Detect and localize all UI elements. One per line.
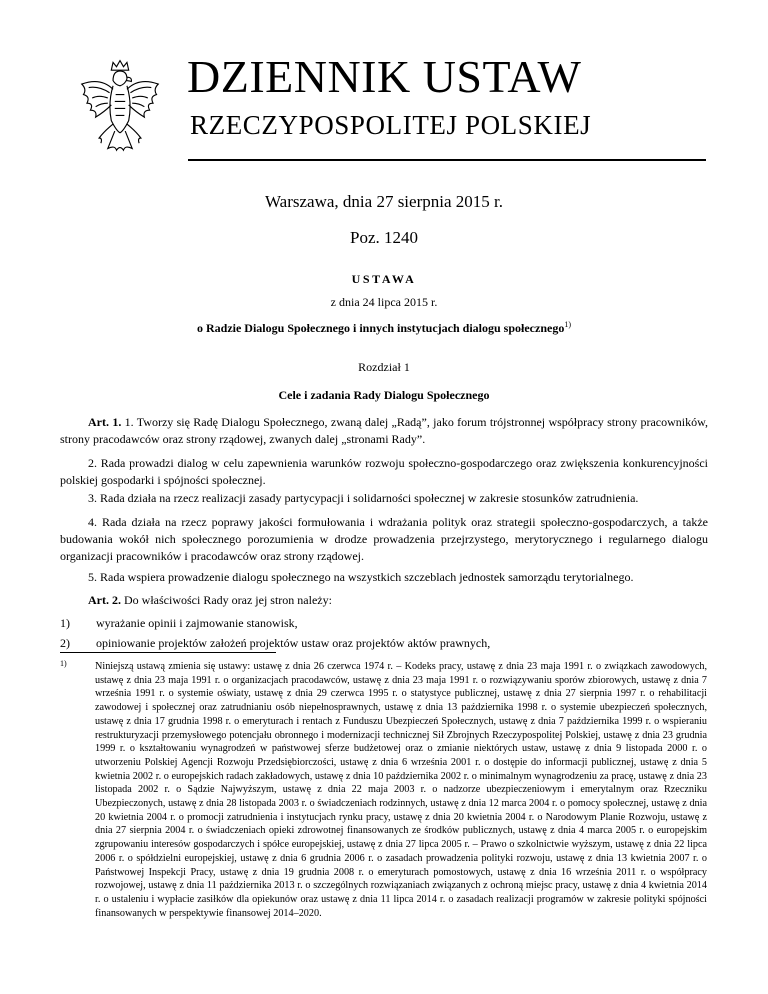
art2-label: Art. 2. [88,593,121,607]
item-number: 2) [60,636,70,650]
masthead-subtitle: RZECZYPOSPOLITEJ POLSKIEJ [190,110,592,140]
position-number: Poz. 1240 [350,228,418,247]
footnote-mark: 1) [60,659,67,668]
act-date: z dnia 24 lipca 2015 r. [330,295,438,309]
item-text: wyrażanie opinii i zajmowanie stanowisk, [96,616,298,630]
publication-dateline: Warszawa, dnia 27 sierpnia 2015 r. [265,192,503,211]
footnote-ref[interactable]: 1) [564,320,572,329]
act-type: USTAWA [351,272,417,286]
chapter-title: Cele i zadania Rady Dialogu Społecznego [278,388,490,402]
footnote-divider [60,652,276,653]
act-title-text: o Radzie Dialogu Społecznego i innych instytucjach dialogu społecznego [196,321,565,335]
item-number: 1) [60,616,70,630]
art1-para5: 5. Rada wspiera prowadzenie dialogu społecznego na wszystkich szczeblach jednostek samorządu terytorialnego. [88,570,634,584]
item-text: opiniowanie projektów założeń projektów ustaw oraz projektów aktów prawnych, [96,636,491,650]
act-title [0,320,768,336]
art1-para2: 2. Rada prowadzi dialog w celu zapewnienia warunków rozwoju społeczno-gospodarczego oraz zwiększenia konkurencyjności polskiej gospodarki i spójności społecznej. [60,456,708,487]
art2-intro-text: Do właściwości Rady oraz jej stron należy: [124,593,332,607]
masthead-divider [188,159,706,161]
art1-para1 [60,414,708,448]
art1-para4: 4. Rada działa na rzecz poprawy jakości formułowania i wdrażania polityk oraz strategii społeczno-gospodarczych, a także budowania wokół nich społecznego porozumienia w drodze prowadzenia przejrzystego, merytorycznego i regularnego dialogu organizacji pracowników i pracodawców oraz strony rządowej. [60,515,708,563]
masthead-title: DZIENNIK USTAW [187,51,582,102]
footnote-text: Niniejszą ustawą zmienia się ustawy: ustawę z dnia 26 czerwca 1974 r. – Kodeks pracy, ustawę z dnia 23 maja 1991 r. o związkach zawodowych, ustawę z dnia 23 maja 1991 r. o organizacjach pracodawców, ustawę z dnia 23 maja 1991 r. o rozwiązywaniu sporów zbiorowych, ustawę z dnia 7 września 1991 r. o systemie oświaty, ustawę z dnia 29 czerwca 1995 r. o statystyce publicznej, ustawę z dnia 27 sierpnia 1997 r. o rehabilitacji zawodowej i społecznej oraz zatrudnianiu osób niepełnosprawnych, ustawę z dnia 13 października 1998 r. o systemie ubezpieczeń społecznych, ustawę z dnia 17 grudnia 1998 r. o emeryturach i rentach z Funduszu Ubezpieczeń Społecznych, ustawę z dnia 7 października 1999 r. o wspieraniu restrukturyzacji przemysłowego potencjału obronnego i modernizacji technicznej Sił Zbrojnych Rzeczypospolitej Polskiej, ustawę z dnia 23 grudnia 1999 r. o kształtowaniu wynagrodzeń w państwowej sferze budżetowej oraz o zmianie niektórych ustaw, ustawę z dnia 9 listopada 2000 r. o utworzeniu Polskiej Agencji Rozwoju Przedsiębiorczości, ustawę z dnia 6 września 2001 r. o dostępie do informacji publicznej, ustawę z dnia 5 kwietnia 2002 r. o europejskich radach zakładowych, ustawę z dnia 10 października 2002 r. o minimalnym wynagrodzeniu za pracę, ustawę z dnia 23 listopada 2002 r. o Sądzie Najwyższym, ustawę z dnia 22 maja 2003 r. o nadzorze ubezpieczeniowym i emerytalnym oraz Rzeczniku Ubezpieczonych, ustawę z dnia 28 listopada 2003 r. o świadczeniach rodzinnych, ustawę z dnia 12 marca 2004 r. o pomocy społecznej, ustawę z dnia 20 kwietnia 2004 r. o promocji zatrudnienia i instytucjach rynku pracy, ustawę z dnia 20 kwietnia 2004 r. o Narodowym Planie Rozwoju, ustawę z dnia 27 sierpnia 2004 r. o świadczeniach opieki zdrowotnej finansowanych ze środków publicznych, ustawę z dnia 4 marca 2005 r. o europejskim zgrupowaniu interesów gospodarczych i spółce europejskiej, ustawę z dnia 27 lipca 2005 r. – Prawo o szkolnictwie wyższym, ustawę z dnia 22 lipca 2006 r. o spółdzielni europejskiej, ustawę z dnia 6 grudnia 2006 r. o zasadach prowadzenia polityki rozwoju, ustawę z dnia 13 kwietnia 2007 r. o Państwowej Inspekcji Pracy, ustawę z dnia 19 grudnia 2008 r. o emeryturach pomostowych, ustawę z dnia 16 września 2011 r. o współpracy rozwojowej, ustawę z dnia 11 października 2013 r. o szczególnych rozwiązaniach związanych z ochroną miejsc pracy, ustawę z dnia 4 kwietnia 2014 r. o ustaleniu i wypłacie zasiłków dla opiekunów oraz ustawę z dnia 11 lipca 2014 r. o zasadach realizacji programów w zakresie polityki spójności finansowanych w perspektywie finansowej 2014–2020. [95,661,707,919]
chapter-label: Rozdział 1 [358,360,410,374]
art1-para3: 3. Rada działa na rzecz realizacji zasady partycypacji i solidarności społecznej w zakresie stosunków zatrudnienia. [88,491,639,505]
art1-para1-text: 1. Tworzy się Radę Dialogu Społecznego, zwaną dalej „Radą”, jako forum trójstronnej współpracy strony pracowników, strony pracodawców oraz strony rządowej, zwanych dalej „stronami Rady”. [60,415,708,446]
white-eagle-emblem [76,58,164,158]
art2-intro [60,592,708,609]
art1-label: Art. 1. [88,415,122,429]
